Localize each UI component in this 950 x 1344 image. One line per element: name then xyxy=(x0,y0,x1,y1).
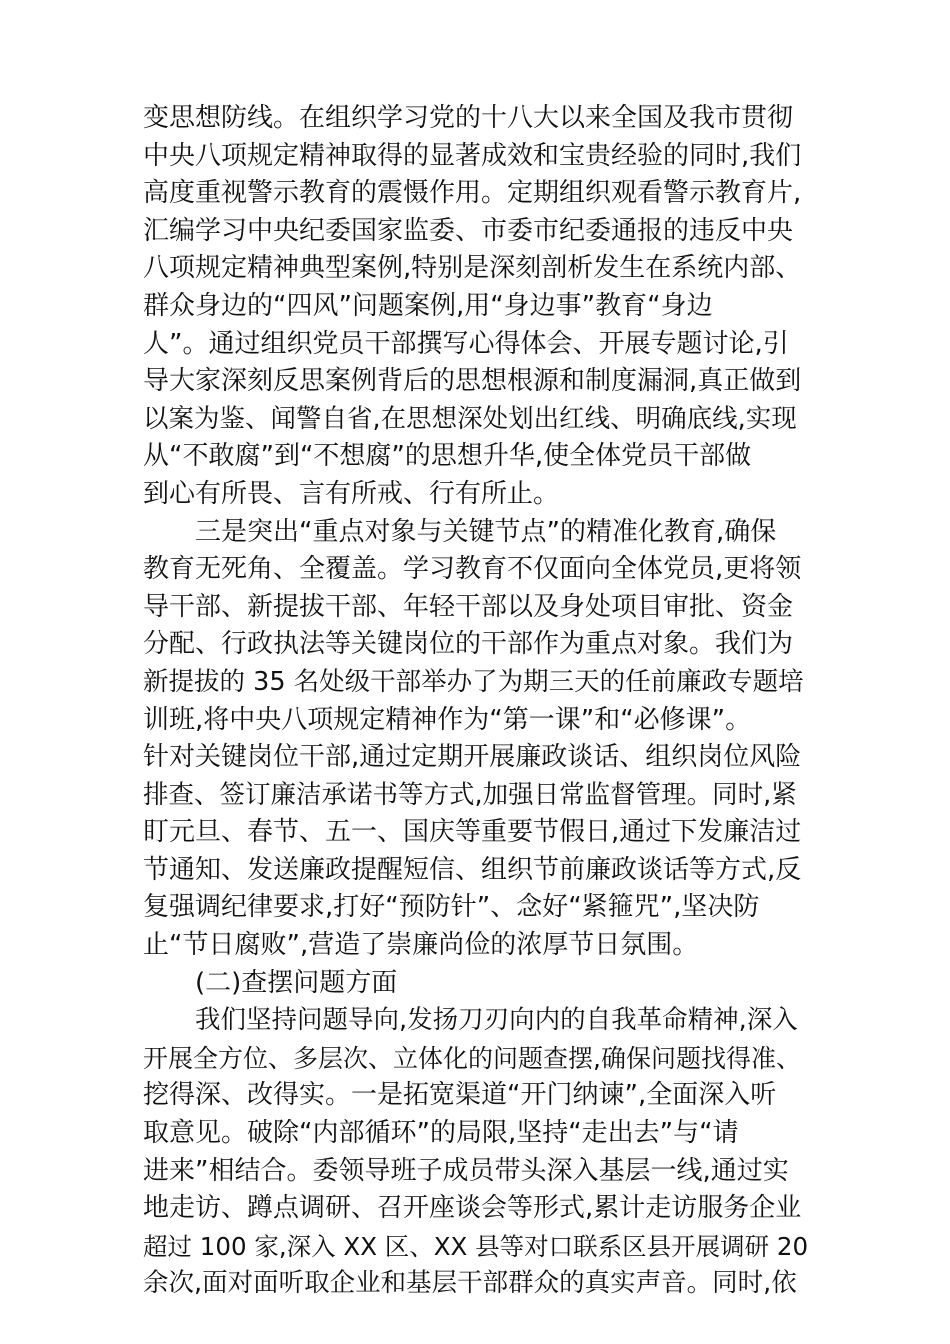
text-line: 排查、签订廉洁承诺书等方式,加强日常监督管理。同时,紧 xyxy=(143,779,797,810)
text-line: 超过 100 家,深入 XX 区、XX 县等对口联系区县开展调研 20 xyxy=(143,1231,809,1261)
text-line: 教育无死角、全覆盖。学习教育不仅面向全体党员,更将领 xyxy=(143,554,802,585)
text-line: (二)查摆问题方面 xyxy=(195,967,398,998)
text-line: 盯元旦、春节、五一、国庆等重要节假日,通过下发廉洁过 xyxy=(143,817,802,848)
text-line: 汇编学习中央纪委国家监委、市委市纪委通报的违反中央 xyxy=(143,215,794,246)
text-line: 挖得深、改得实。一是拓宽渠道“开门纳谏”,全面深入听 xyxy=(143,1080,777,1111)
text-line: 导大家深刻反思案例背后的思想根源和制度漏洞,真正做到 xyxy=(143,366,802,397)
text-line: 高度重视警示教育的震慑作用。定期组织观看警示教育片, xyxy=(143,178,802,209)
text-line: 训班,将中央八项规定精神作为“第一课”和“必修课”。 xyxy=(143,704,752,735)
text-line: 中央八项规定精神取得的显著成效和宝贵经验的同时,我们 xyxy=(143,140,802,171)
text-line: 进来”相结合。委领导班子成员带头深入基层一线,通过实 xyxy=(143,1155,789,1186)
body-text xyxy=(143,100,809,1303)
text-line: 复强调纪律要求,打好“预防针”、念好“紧箍咒”,坚决防 xyxy=(143,892,760,923)
text-line: 到心有所畏、言有所戒、行有所止。 xyxy=(143,478,560,509)
text-line: 变思想防线。在组织学习党的十八大以来全国及我市贯彻 xyxy=(143,103,794,133)
text-line: 三是突出“重点对象与关键节点”的精准化教育,确保 xyxy=(195,516,777,547)
text-line: 地走访、蹲点调研、召开座谈会等形式,累计走访服务企业 xyxy=(143,1193,802,1224)
text-line: 针对关键岗位干部,通过定期开展廉政谈话、组织岗位风险 xyxy=(143,742,802,773)
text-line: 以案为鉴、闻警自省,在思想深处划出红线、明确底线,实现 xyxy=(143,403,797,434)
text-line: 我们坚持问题导向,发扬刀刃向内的自我革命精神,深入 xyxy=(195,1005,798,1036)
text-line: 余次,面对面听取企业和基层干部群众的真实声音。同时,依 xyxy=(143,1268,797,1299)
text-line: 取意见。破除“内部循环”的局限,坚持“走出去”与“请 xyxy=(143,1118,739,1149)
text-line: 群众身边的“四风”问题案例,用“身边事”教育“身边 xyxy=(143,290,713,321)
text-line: 开展全方位、多层次、立体化的问题查摆,确保问题找得准、 xyxy=(143,1043,801,1073)
text-line: 八项规定精神典型案例,特别是深刻剖析发生在系统内部、 xyxy=(143,253,802,284)
text-line: 止“节日腐败”,营造了崇廉尚俭的浓厚节日氛围。 xyxy=(143,930,699,961)
text-line: 节通知、发送廉政提醒短信、组织节前廉政谈话等方式,反 xyxy=(143,854,802,885)
text-line: 从“不敢腐”到“不想腐”的思想升华,使全体党员干部做 xyxy=(143,441,752,472)
text-line: 导干部、新提拔干部、年轻干部以及身处项目审批、资金 xyxy=(143,591,794,622)
text-line: 新提拔的 35 名处级干部举办了为期三天的任前廉政专题培 xyxy=(143,666,804,697)
text-line: 分配、行政执法等关键岗位的干部作为重点对象。我们为 xyxy=(143,629,794,660)
text-line: 人”。通过组织党员干部撰写心得体会、开展专题讨论,引 xyxy=(143,328,789,359)
